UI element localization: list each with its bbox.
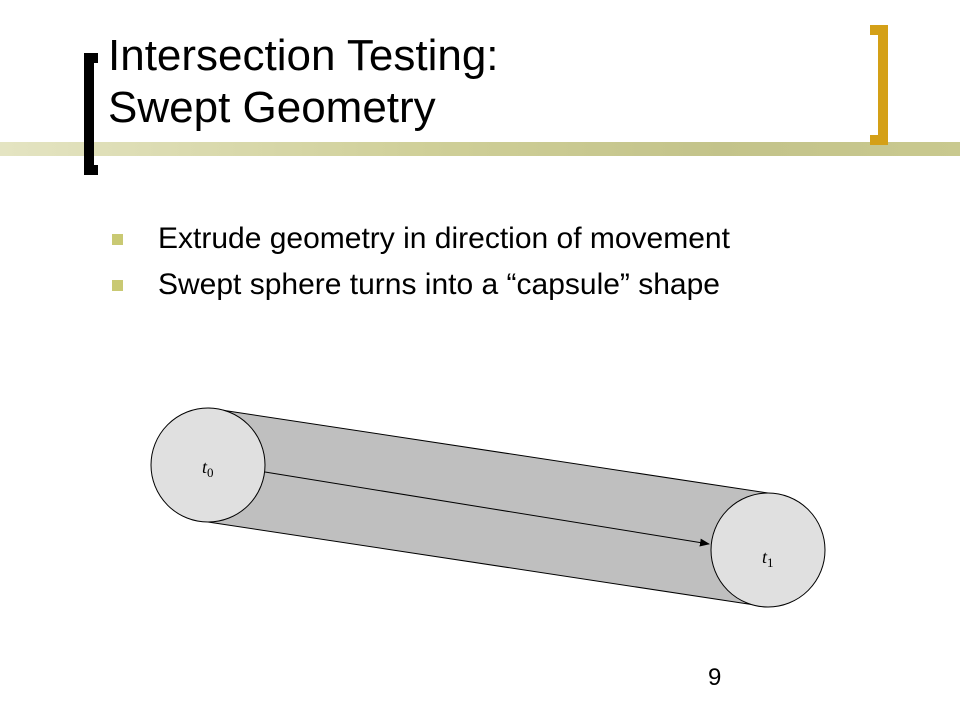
end-time-letter: t	[762, 547, 768, 567]
bullet-text: Extrude geometry in direction of movement	[158, 222, 730, 255]
start-time-subscript: 0	[207, 465, 214, 480]
capsule-body	[208, 408, 768, 607]
end-time-subscript: 1	[767, 555, 774, 570]
slide-title-line-2: Swept Geometry	[108, 83, 436, 132]
start-time-letter: t	[202, 457, 208, 477]
page-number: 9	[708, 664, 722, 691]
slide-title-line-1: Intersection Testing:	[108, 31, 499, 80]
end-sphere	[711, 493, 825, 607]
bullet-text: Swept sphere turns into a “capsule” shape	[158, 268, 720, 301]
